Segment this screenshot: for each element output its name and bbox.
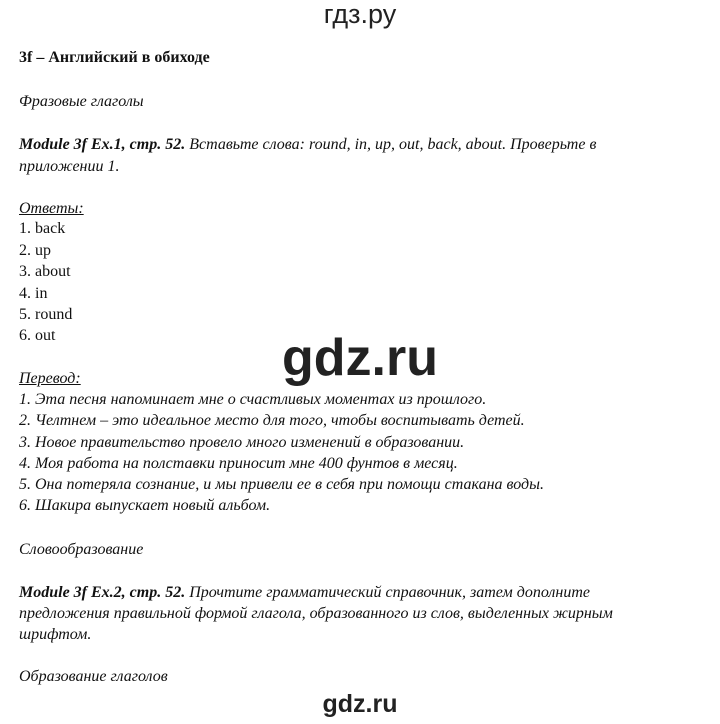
exercise-2-task: Прочтите грамматический справочник, затем дополните (185, 584, 590, 601)
exercise-2-line-1 (19, 582, 590, 603)
watermark-logo: gdz.ru (282, 329, 438, 387)
section-title: 3f – Английский в обиходе (19, 49, 210, 66)
answer-item: 3. about (19, 263, 71, 280)
answer-item: 4. in (19, 285, 48, 302)
exercise-1-task-cont: приложении 1. (19, 158, 120, 175)
site-logo-bottom[interactable]: gdz.ru (322, 690, 398, 718)
site-logo-top[interactable]: гдз.ру (323, 0, 397, 29)
exercise-2-task-cont: шрифтом. (19, 626, 92, 643)
exercise-2-ref: Module 3f Ex.2, стр. 52. (19, 584, 186, 601)
translation-item: 5. Она потеряла сознание, и мы привели ее в себя при помощи стакана воды. (19, 476, 544, 493)
translation-item: 3. Новое правительство провело много изменений в образовании. (19, 434, 465, 451)
subtitle-verb-formation: Образование глаголов (19, 668, 168, 685)
exercise-1-ref: Module 3f Ex.1, стр. 52. (19, 136, 186, 153)
translation-item: 6. Шакира выпускает новый альбом. (19, 497, 271, 514)
subtitle-phrasal-verbs: Фразовые глаголы (19, 93, 144, 110)
answer-item: 5. round (19, 306, 73, 323)
translation-label: Перевод: (19, 370, 81, 387)
answer-item: 2. up (19, 242, 51, 259)
translation-item: 1. Эта песня напоминает мне о счастливых моментах из прошлого. (19, 391, 487, 408)
exercise-2-task-cont: предложения правильной формой глагола, образованного из слов, выделенных жирным (19, 605, 613, 622)
answer-item: 6. out (19, 327, 56, 344)
exercise-1-task: Вставьте слова: round, in, up, out, back, about. Проверьте в (185, 136, 597, 153)
answer-item: 1. back (19, 220, 66, 237)
exercise-1-line-1 (19, 134, 596, 155)
answers-label: Ответы: (19, 200, 84, 217)
translation-item: 4. Моя работа на полставки приносит мне 400 фунтов в месяц. (19, 455, 458, 472)
subtitle-word-formation: Словообразование (19, 541, 144, 558)
translation-item: 2. Челтнем – это идеальное место для того, чтобы воспитывать детей. (19, 412, 525, 429)
